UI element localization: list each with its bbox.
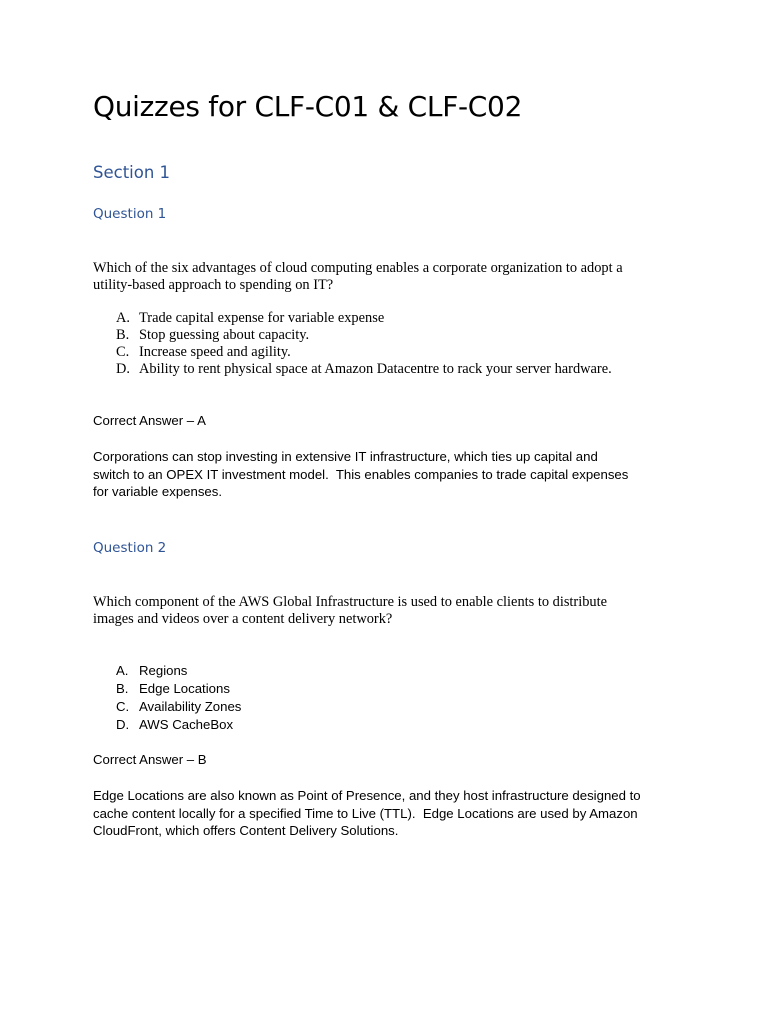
question-1-heading: Question 1: [93, 206, 167, 222]
question-1-prompt: [93, 260, 623, 294]
question-1-answer: Correct Answer – A: [93, 413, 206, 428]
option-text: Regions: [139, 663, 188, 678]
option-letter: C.: [116, 344, 130, 360]
explanation-line: Edge Locations are also known as Point of Presence, and they host infrastructure designed to: [93, 788, 641, 803]
question-2-explanation: [93, 787, 641, 840]
question-1-option-d: [116, 361, 612, 378]
option-letter: A.: [116, 663, 129, 678]
option-text: Increase speed and agility.: [139, 344, 291, 360]
option-letter: D.: [116, 717, 130, 732]
option-letter: D.: [116, 361, 130, 377]
document-title: Quizzes for CLF-C01 & CLF-C02: [93, 90, 523, 123]
option-text: AWS CacheBox: [139, 717, 234, 732]
option-letter: B.: [116, 327, 130, 343]
question-2-answer: Correct Answer – B: [93, 752, 207, 767]
option-text: Stop guessing about capacity.: [139, 327, 310, 343]
explanation-line: for variable expenses.: [93, 484, 223, 500]
question-2-heading: Question 2: [93, 540, 167, 556]
question-2-options: [116, 662, 241, 734]
question-1-options: [116, 310, 612, 378]
question-1-prompt-line: Which of the six advantages of cloud computing enables a corporate organization to adopt a: [93, 260, 623, 276]
option-letter: A.: [116, 310, 130, 326]
option-letter: C.: [116, 699, 130, 714]
question-2-option-b: [116, 680, 241, 698]
question-2-prompt-line: Which component of the AWS Global Infrastructure is used to enable clients to distribute: [93, 594, 607, 610]
question-1-prompt-line: utility-based approach to spending on IT?: [93, 277, 334, 293]
question-1-option-a: [116, 310, 612, 327]
question-2-option-a: [116, 662, 241, 680]
question-1-explanation: [93, 448, 628, 501]
option-letter: B.: [116, 681, 129, 696]
question-2-option-c: [116, 698, 241, 716]
explanation-line: Corporations can stop investing in extensive IT infrastructure, which ties up capital and: [93, 449, 598, 464]
option-text: Trade capital expense for variable expense: [139, 310, 385, 326]
explanation-line: switch to an OPEX IT investment model. This enables companies to trade capital expenses: [93, 466, 629, 482]
question-1-option-c: [116, 344, 612, 361]
option-text: Edge Locations: [139, 681, 230, 696]
explanation-line: CloudFront, which offers Content Delivery Solutions.: [93, 823, 399, 839]
question-2-option-d: [116, 716, 241, 734]
explanation-line: cache content locally for a specified Time to Live (TTL). Edge Locations are used by Amazon: [93, 805, 638, 821]
option-text: Availability Zones: [139, 699, 242, 714]
question-1-option-b: [116, 327, 612, 344]
option-text: Ability to rent physical space at Amazon Datacentre to rack your server hardware.: [139, 361, 612, 377]
question-2-prompt: [93, 594, 607, 628]
section-heading: Section 1: [93, 163, 171, 182]
question-2-prompt-line: images and videos over a content delivery network?: [93, 611, 393, 627]
